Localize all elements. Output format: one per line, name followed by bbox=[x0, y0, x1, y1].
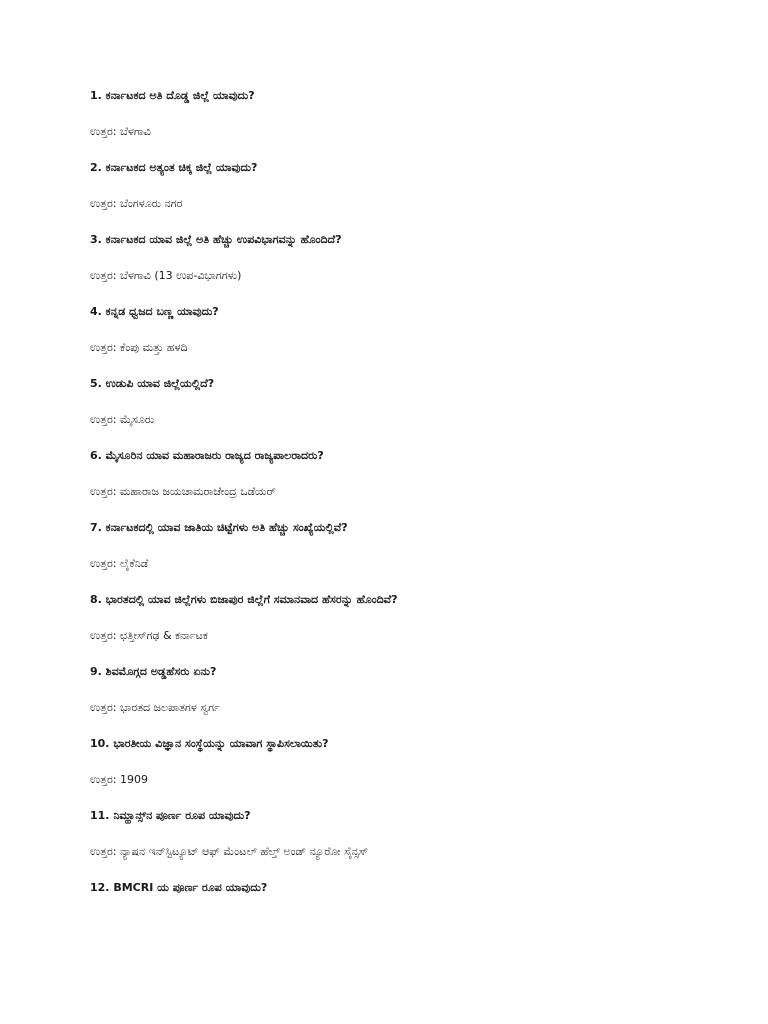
question-9: 9. ಶಿವಮೊಗ್ಗದ ಅಡ್ಡಹೆಸರು ಏನು? bbox=[90, 665, 217, 678]
qa-item-2 bbox=[90, 160, 730, 212]
qa-item-8 bbox=[90, 592, 730, 644]
answer-9: ಉತ್ತರ: ಭಾರತದ ಜಲಪಾತಗಳ ಸ್ವರ್ಗ bbox=[90, 701, 220, 714]
qa-item-4 bbox=[90, 304, 730, 356]
qa-item-1 bbox=[90, 88, 730, 140]
question-4: 4. ಕನ್ನಡ ಧ್ವಜದ ಬಣ್ಣ ಯಾವುದು? bbox=[90, 305, 219, 318]
answer-6: ಉತ್ತರ: ಮಹಾರಾಜ ಜಯಚಾಮರಾಜೇಂದ್ರ ಒಡೆಯರ್ bbox=[90, 485, 276, 498]
qa-item-10 bbox=[90, 736, 730, 788]
qa-item-9 bbox=[90, 664, 730, 716]
qa-item-12 bbox=[90, 880, 730, 896]
question-8: 8. ಭಾರತದಲ್ಲಿ ಯಾವ ಜಿಲ್ಲೆಗಳು ಬಿಜಾಪುರ ಜಿಲ್ಲೆಗೆ ಸಮಾನವಾದ ಹೆಸರನ್ನು ಹೊಂದಿವೆ? bbox=[90, 593, 398, 606]
answer-3: ಉತ್ತರ: ಬೆಳಗಾವಿ (13 ಉಪ-ವಿಭಾಗಗಳು) bbox=[90, 269, 242, 282]
question-3: 3. ಕರ್ನಾಟಕದ ಯಾವ ಜಿಲ್ಲೆ ಅತಿ ಹೆಚ್ಚು ಉಪವಿಭಾಗವನ್ನು ಹೊಂದಿದೆ? bbox=[90, 233, 342, 246]
answer-4: ಉತ್ತರ: ಕೆಂಪು ಮತ್ತು ಹಳದಿ bbox=[90, 341, 188, 354]
question-11: 11. ನಿಮ್ಹಾನ್ಸ್‌ನ ಪೂರ್ಣ ರೂಪ ಯಾವುದು? bbox=[90, 809, 251, 822]
answer-11: ಉತ್ತರ: ನ್ಯಾಷನ ಇನ್‌ಸ್ಟಿಟ್ಯೂಟ್ ಆಫ್ ಮೆಂಟಲ್ ಹೆಲ್ತ್ ಅಂಡ್ ನ್ಯೂರೋ ಸೈನ್ಸಸ್ bbox=[90, 845, 369, 858]
qa-item-6 bbox=[90, 448, 730, 500]
question-10: 10. ಭಾರತೀಯ ವಿಜ್ಞಾನ ಸಂಸ್ಥೆಯನ್ನು ಯಾವಾಗ ಸ್ಥಾಪಿಸಲಾಯಿತು? bbox=[90, 737, 329, 750]
answer-1: ಉತ್ತರ: ಬೆಳಗಾವಿ bbox=[90, 125, 151, 138]
question-12: 12. BMCRI ಯ ಪೂರ್ಣ ರೂಪ ಯಾವುದು? bbox=[90, 881, 268, 894]
question-2: 2. ಕರ್ನಾಟಕದ ಅತ್ಯಂತ ಚಿಕ್ಕ ಜಿಲ್ಲೆ ಯಾವುದು? bbox=[90, 161, 258, 174]
answer-5: ಉತ್ತರ: ಮೈಸೂರು bbox=[90, 413, 155, 426]
qa-item-7 bbox=[90, 520, 730, 572]
qa-item-5 bbox=[90, 376, 730, 428]
qa-item-3 bbox=[90, 232, 730, 284]
question-5: 5. ಉಡುಪಿ ಯಾವ ಜಿಲ್ಲೆಯಲ್ಲಿದೆ? bbox=[90, 377, 215, 390]
answer-8: ಉತ್ತರ: ಛತ್ತೀಸ್‌ಗಢ & ಕರ್ನಾಟಕ bbox=[90, 629, 208, 642]
question-7: 7. ಕರ್ನಾಟಕದಲ್ಲಿ ಯಾವ ಜಾತಿಯ ಚಿಟ್ಟೆಗಳು ಅತಿ ಹೆಚ್ಚು ಸಂಖ್ಯೆಯಲ್ಲಿವೆ? bbox=[90, 521, 348, 534]
qa-item-11 bbox=[90, 808, 730, 860]
answer-10: ಉತ್ತರ: 1909 bbox=[90, 773, 148, 786]
question-1: 1. ಕರ್ನಾಟಕದ ಅತಿ ದೊಡ್ಡ ಜಿಲ್ಲೆ ಯಾವುದು? bbox=[90, 89, 255, 102]
question-6: 6. ಮೈಸೂರಿನ ಯಾವ ಮಹಾರಾಜರು ರಾಜ್ಯದ ರಾಜ್ಯಪಾಲರಾದರು? bbox=[90, 449, 324, 462]
answer-2: ಉತ್ತರ: ಬೆಂಗಳೂರು ನಗರ bbox=[90, 197, 183, 210]
document-page bbox=[90, 88, 730, 916]
answer-7: ಉತ್ತರ: ಲೈಕೆನಿಡೆ bbox=[90, 557, 149, 570]
